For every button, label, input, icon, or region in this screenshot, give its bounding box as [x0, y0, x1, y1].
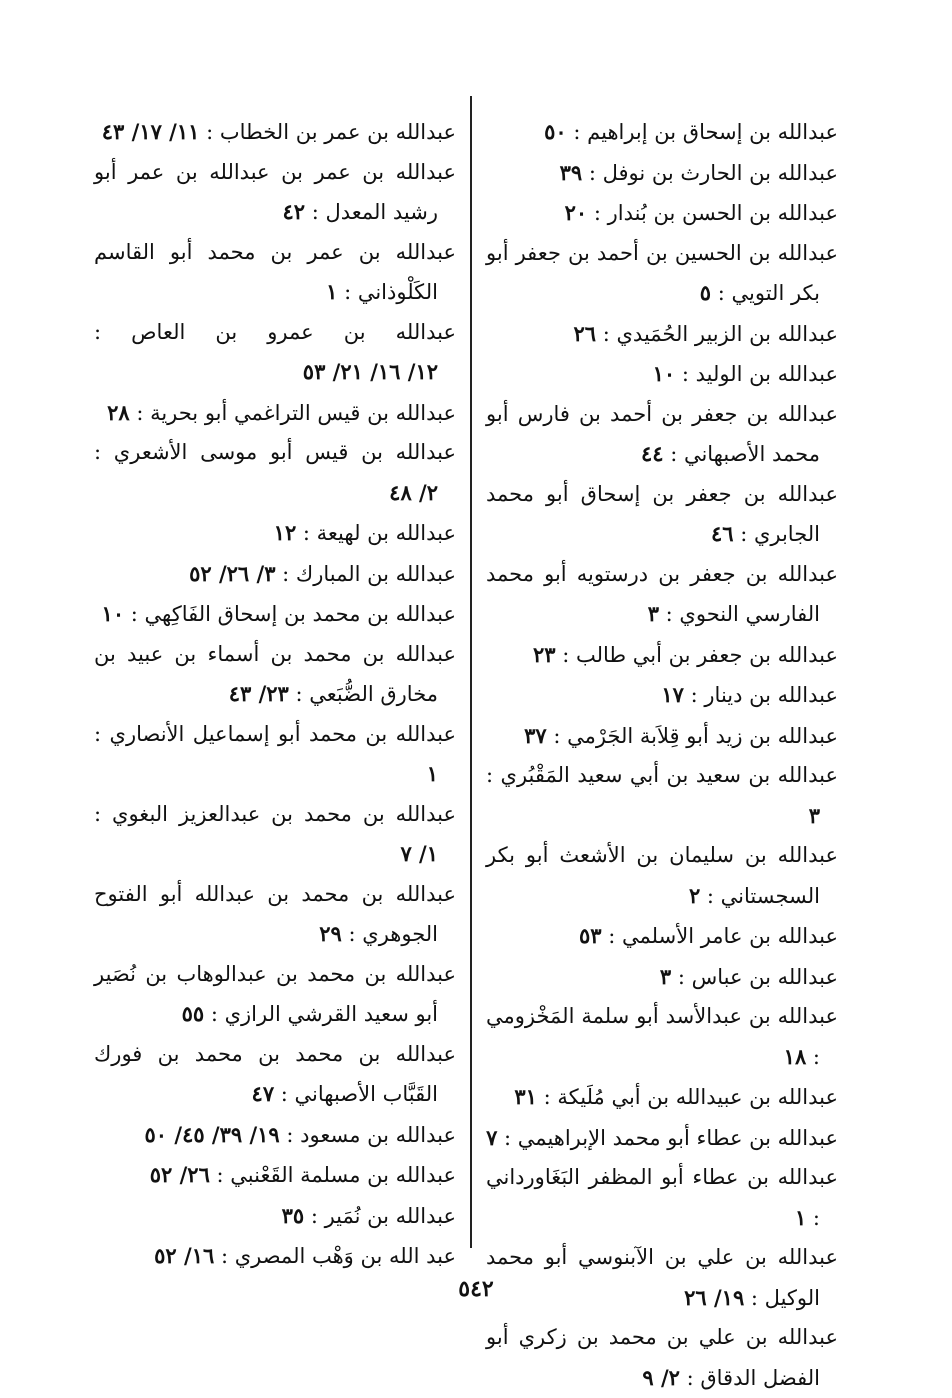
entry-name: عبدالله بن عامر الأسلمي :	[608, 924, 838, 948]
entry-page-refs: ١١/ ١٧/ ٤٣	[101, 119, 200, 144]
index-entry	[94, 393, 456, 434]
entry-name: عبدالله بن دينار :	[690, 683, 838, 707]
entry-page-refs: ٢/ ٤٨	[389, 479, 438, 505]
entry-name: عبد الله بن وَهْب المصري :	[220, 1244, 456, 1268]
entry-page-refs: ٢٣	[532, 641, 556, 667]
index-entry	[486, 1118, 838, 1159]
entry-name: عبدالله بن إسحاق بن إبراهيم :	[573, 120, 838, 144]
index-entry	[94, 1035, 456, 1115]
entry-name: عبدالله بن سعيد بن أبي سعيد المَقْبُري :	[486, 763, 838, 787]
entry-page-refs: ٢٩	[319, 921, 342, 946]
page-number: ٥٤٢	[458, 1276, 494, 1302]
index-entry	[94, 1236, 456, 1277]
entry-page-refs: ٤٦	[710, 521, 734, 546]
index-entry	[486, 756, 838, 836]
index-entry	[94, 715, 456, 795]
entry-page-refs: ٢٦/ ٥٢	[149, 1162, 210, 1187]
entry-name: عبدالله بن المبارك :	[282, 561, 456, 586]
entry-name: عبدالله بن سليمان بن الأشعث أبو بكر السجستاني :	[486, 843, 838, 908]
entry-name: عبدالله بن الزبير الحُمَيدي :	[602, 321, 838, 346]
entry-name: عبدالله بن عبيدالله بن أبي مُلَيكة :	[543, 1085, 838, 1109]
entry-name: عبدالله بن لهيعة :	[302, 521, 456, 545]
entry-page-refs: ١	[326, 279, 338, 304]
entry-name: عبدالله بن محمد بن محمد بن فورك القَبَّاب الأصبهاني :	[94, 1041, 456, 1106]
entry-page-refs: ٢٨	[107, 399, 130, 425]
entry-page-refs: ٢	[688, 882, 701, 908]
entry-name: عبدالله بن عمرو بن العاص :	[94, 319, 456, 344]
entry-page-refs: ٣١	[514, 1084, 537, 1109]
index-entry	[486, 354, 838, 395]
entry-name: عبدالله بن عبدالأسد أبو سلمة المَخْزومي :	[486, 1004, 838, 1069]
entry-page-refs: ١٦/ ٥٢	[154, 1243, 215, 1268]
entry-name: عبدالله بن جعفر بن إسحاق أبو محمد الجابري :	[486, 481, 838, 546]
entry-name: عبدالله بن نُمَير :	[310, 1203, 456, 1228]
entry-page-refs: ٥٠	[544, 119, 567, 144]
entry-name: عبدالله بن محمد بن عبدالله أبو الفتوح الجوهري :	[94, 881, 456, 946]
entry-name: عبدالله بن قيس التراغمي أبو بحرية :	[136, 400, 456, 425]
index-entry	[486, 836, 838, 916]
index-entry	[94, 233, 456, 313]
entry-name: عبدالله بن عمر بن عبدالله بن عمر أبو رشيد المعدل :	[94, 159, 456, 224]
entry-name: عبدالله بن عطاء أبو المظفر البَغَاورداني :	[486, 1165, 838, 1230]
index-entry	[94, 1155, 456, 1196]
entry-page-refs: ٢٦	[573, 320, 597, 346]
index-entry	[94, 513, 456, 554]
entry-page-refs: ٥٣	[579, 923, 602, 948]
entry-page-refs: ٣	[659, 963, 672, 989]
entry-name: عبدالله بن جعفر بن درستويه أبو محمد الفارسي النحوي :	[486, 561, 838, 626]
column-divider	[470, 96, 472, 1248]
entry-page-refs: ٣/ ٢٦/ ٥٢	[189, 560, 276, 586]
entry-name: عبدالله بن الحارث بن نوفل :	[588, 160, 838, 185]
entry-page-refs: ٧	[486, 1124, 498, 1150]
entry-name: عبدالله بن عمر بن محمد أبو القاسم الكَلْوذاني :	[94, 239, 456, 304]
entry-name: عبدالله بن الحسن بن بُندار :	[593, 201, 838, 225]
entry-name: عبدالله بن زيد أبو قِلاَبة الجَرْمي :	[553, 723, 838, 748]
index-entry	[486, 193, 838, 234]
entry-name: عبدالله بن عباس :	[677, 964, 838, 989]
index-entry	[94, 112, 456, 153]
index-entry	[486, 1318, 838, 1398]
index-entry	[486, 112, 838, 153]
entry-page-refs: ١٢/ ١٦/ ٢١/ ٥٣	[302, 359, 438, 384]
entry-name: عبدالله بن جعفر بن أبي طالب :	[562, 642, 838, 667]
entry-name: عبدالله بن جعفر بن أحمد بن فارس أبو محمد الأصبهاني :	[486, 401, 838, 466]
index-entry	[94, 1196, 456, 1237]
entry-name: عبدالله بن محمد بن عبدالعزيز البغوي :	[94, 801, 456, 826]
index-entry	[486, 957, 838, 998]
entry-page-refs: ١	[794, 1204, 807, 1230]
index-entry	[94, 554, 456, 595]
index-entry	[94, 635, 456, 715]
index-entry	[94, 1115, 456, 1156]
index-entry	[486, 675, 838, 716]
index-entry	[486, 475, 838, 555]
index-entry	[486, 916, 838, 957]
entry-name: عبدالله بن محمد بن إسحاق الفَاكِهي :	[130, 602, 456, 626]
entry-name: عبدالله بن عمر بن الخطاب :	[206, 120, 456, 144]
index-entry	[486, 395, 838, 475]
entry-name: عبدالله بن محمد أبو إسماعيل الأنصاري :	[94, 721, 456, 746]
entry-name: عبدالله بن قيس أبو موسى الأشعري :	[94, 440, 456, 464]
entry-page-refs: ١٩/ ٢٦	[684, 1284, 745, 1310]
entry-page-refs: ١	[426, 761, 438, 786]
entry-page-refs: ٢٠	[564, 200, 588, 225]
entry-page-refs: ١٩/ ٣٩/ ٤٥/ ٥٠	[144, 1121, 280, 1147]
index-entry	[486, 997, 838, 1077]
index-entry	[486, 555, 838, 635]
entry-page-refs: ٢٣/ ٤٣	[228, 681, 289, 706]
entry-page-refs: ٣	[647, 601, 659, 626]
entry-page-refs: ١٨	[783, 1043, 807, 1069]
index-entry	[486, 314, 838, 355]
entry-page-refs: ٤٤	[640, 441, 664, 466]
entry-name: عبدالله بن الوليد :	[681, 362, 838, 386]
entry-page-refs: ٣	[808, 802, 820, 828]
entry-name: عبدالله بن علي بن محمد بن زكري أبو الفضل الدقاق :	[486, 1325, 838, 1390]
entry-page-refs: ١٢	[273, 520, 297, 545]
index-entry	[486, 153, 838, 194]
entry-name: عبدالله بن الحسين بن أحمد بن جعفر أبو بكر التويي :	[486, 240, 838, 305]
entry-name: عبدالله بن محمد بن عبدالوهاب بن نُصَير أبو سعيد القرشي الرازي :	[94, 961, 456, 1026]
entry-page-refs: ٣٥	[281, 1202, 305, 1228]
index-entry	[94, 955, 456, 1035]
entry-page-refs: ٤٧	[251, 1081, 275, 1106]
entry-page-refs: ٥	[699, 280, 712, 305]
entry-page-refs: ٣٩	[559, 159, 583, 185]
entry-page-refs: ١٠	[652, 361, 676, 386]
entry-name: عبدالله بن مسعود :	[286, 1122, 456, 1147]
entry-page-refs: ٤٢	[282, 199, 305, 224]
entry-page-refs: ١/ ٧	[400, 841, 438, 866]
index-entry	[486, 716, 838, 757]
index-entry	[94, 795, 456, 875]
entry-page-refs: ١٧	[661, 682, 684, 707]
entry-page-refs: ٣٧	[524, 722, 547, 748]
index-entry	[94, 875, 456, 955]
index-column-left	[94, 112, 456, 1277]
index-entry	[94, 433, 456, 513]
entry-page-refs: ١٠	[101, 601, 125, 626]
entry-name: عبدالله بن محمد بن أسماء بن عبيد بن مخارق الضُّبَعي :	[94, 641, 457, 706]
index-entry	[94, 594, 456, 635]
entry-name: عبدالله بن مسلمة القَعْنبي :	[216, 1163, 456, 1187]
entry-name: عبدالله بن عطاء أبو محمد الإبراهيمي :	[504, 1125, 838, 1150]
index-entry	[94, 153, 456, 233]
index-entry	[486, 1077, 838, 1118]
entry-page-refs: ٢/ ٩	[642, 1364, 680, 1390]
index-entry	[94, 313, 456, 393]
entry-page-refs: ٥٥	[181, 1001, 205, 1026]
index-entry	[486, 635, 838, 676]
index-entry	[486, 1158, 838, 1238]
index-entry	[486, 234, 838, 314]
index-column-right	[486, 112, 838, 1398]
entry-name: عبدالله بن علي بن الآبنوسي أبو محمد الوكيل :	[486, 1245, 838, 1310]
